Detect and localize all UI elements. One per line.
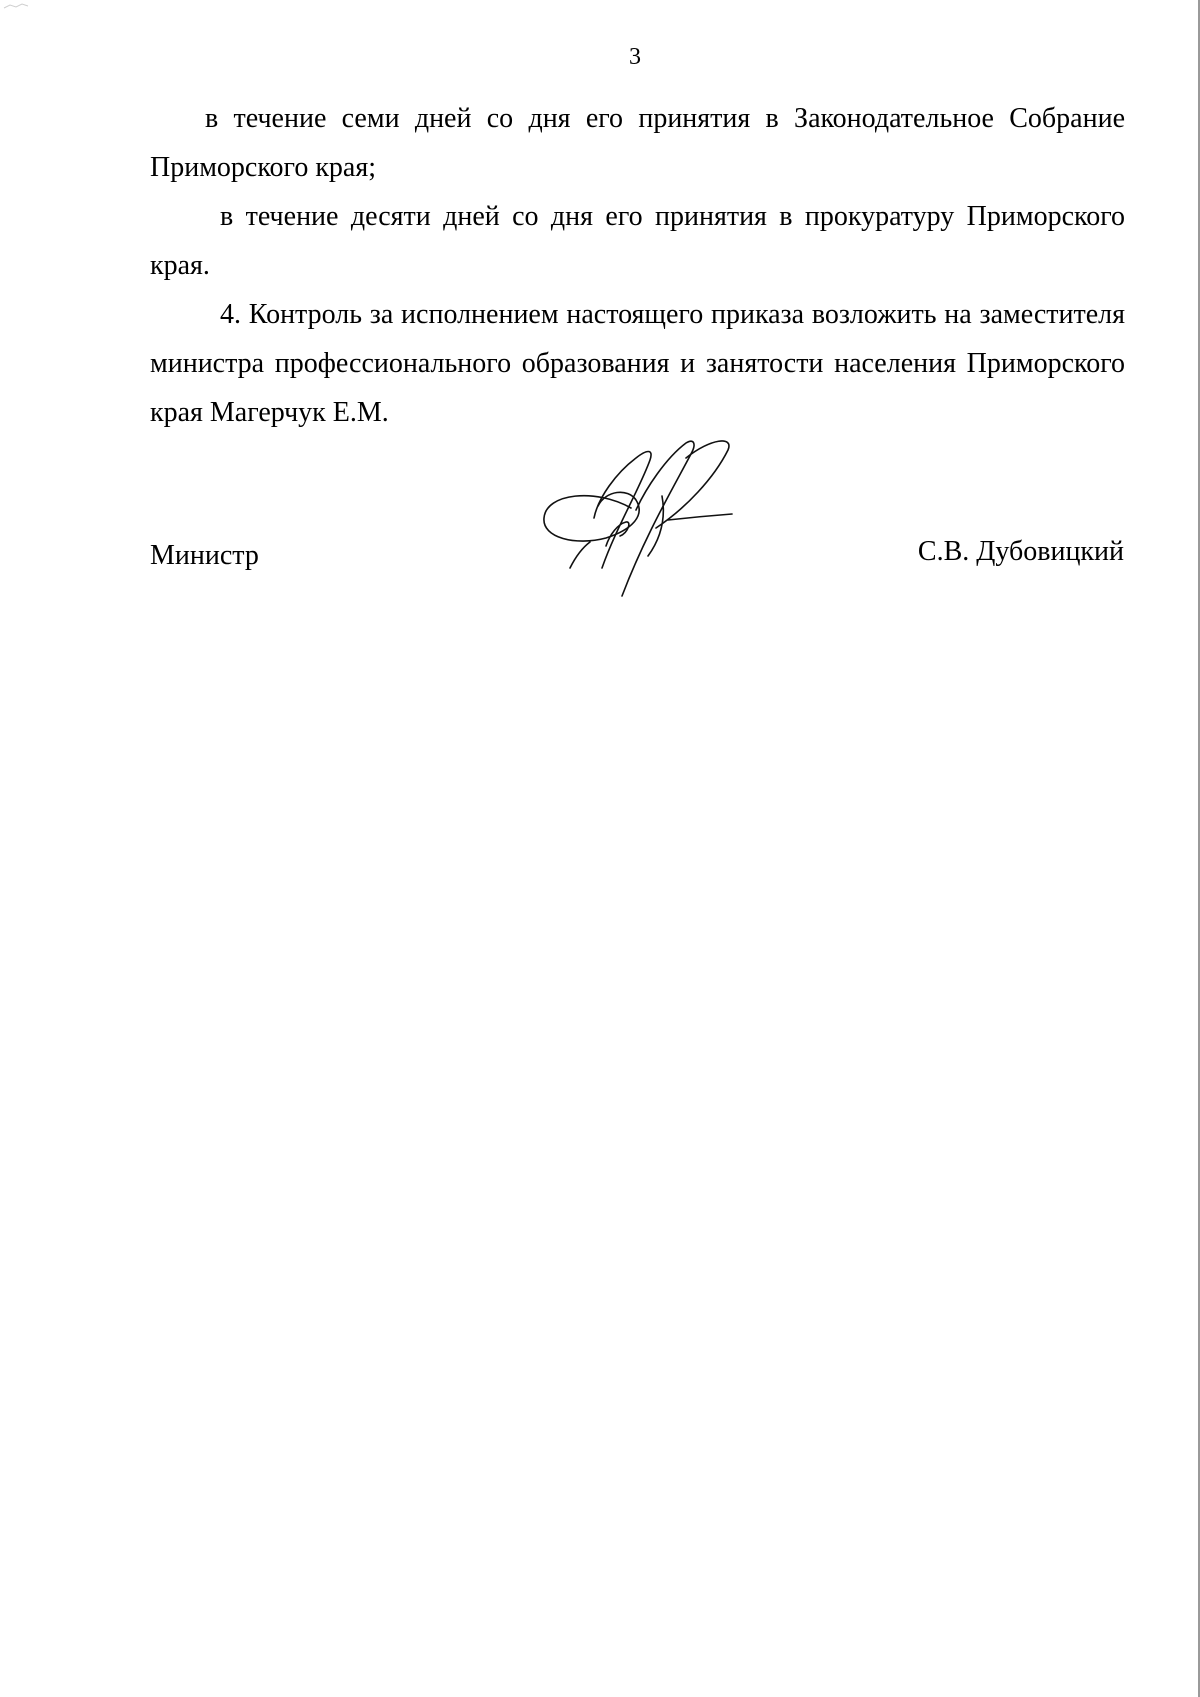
position-title: Министр xyxy=(150,540,259,571)
handwritten-signature-icon xyxy=(536,438,796,598)
paragraph-legislative-assembly: в течение семи дней со дня его принятия в Законодательное Собрание Приморского края; xyxy=(150,103,1125,183)
signatory-name: С.В. Дубовицкий xyxy=(917,536,1124,567)
paragraph-control: 4. Контроль за исполнением настоящего приказа возложить на заместителя министра профессионального образования и занятости населения Приморского края Магерчук Е.М. xyxy=(150,299,1125,428)
page-number: 3 xyxy=(629,44,641,70)
paragraph-prosecutor: в течение десяти дней со дня его принятия в прокуратуру Приморского края. xyxy=(150,201,1125,281)
scan-artifact xyxy=(2,2,32,12)
